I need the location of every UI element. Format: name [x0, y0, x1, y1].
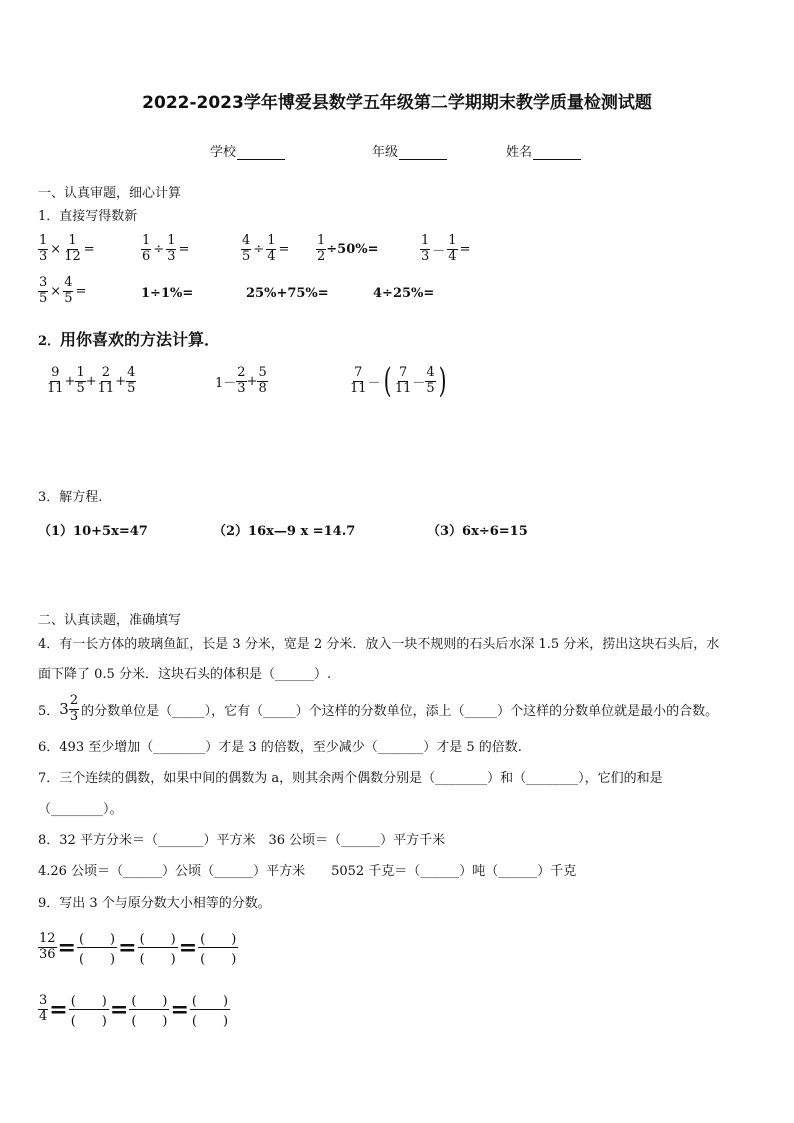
answer-fraction[interactable]: ( ) ( ) [69, 990, 109, 1029]
q1-item-9: 4÷25%= [373, 286, 435, 301]
q1-item-1: $\frac{1}{3}$ × $\frac{1}{12}$ = [39, 233, 95, 264]
grade-blank[interactable] [399, 147, 447, 160]
q1-item-7: 1÷1%= [141, 286, 194, 301]
fraction: $\frac{2}{3}$ [69, 693, 79, 724]
mixed-number-whole: 3 [59, 700, 69, 719]
answer-fraction[interactable]: ( ) ( ) [190, 990, 230, 1029]
school-field [210, 141, 285, 160]
fraction: $\frac{4}{5}$ [426, 364, 435, 396]
q3-label: 3．解方程. [38, 490, 103, 505]
q2-expression-2: 1－ $\frac{2}{3}$ + $\frac{5}{8}$ [215, 365, 267, 396]
q2-expression-3: $\frac{7}{11}$ － ( $\frac{7}{11}$ － $\frac{4}{5}$ ) [350, 361, 447, 401]
fraction: $\frac{9}{11}$ [47, 365, 64, 396]
fraction: $\frac{4}{5}$ [64, 275, 73, 306]
q9-row-2: $\frac{3}{4}$ = ( ) ( ) = ( ) ( ) = ( ) ( ) [38, 990, 230, 1029]
q2-text: 用你喜欢的方法计算． [60, 330, 221, 349]
name-blank[interactable] [533, 147, 581, 160]
q1-label: 1．直接写得数新 [38, 209, 138, 224]
q2-number: 2． [38, 334, 61, 349]
name-label: 姓名 [506, 145, 533, 160]
fraction: $\frac{4}{5}$ [127, 365, 136, 396]
fraction: $\frac{4}{5}$ [242, 233, 251, 264]
q4-line-2: 面下降了 0.5 分米．这块石头的体积是（______）. [38, 667, 332, 682]
q1-item-6: $\frac{3}{5}$ × $\frac{4}{5}$ = [39, 275, 87, 306]
fraction: $\frac{1}{3}$ [39, 233, 48, 264]
section-2-heading: 二、认真读题，准确填写 [38, 613, 182, 628]
q9-label: 9．写出 3 个与原分数大小相等的分数。 [38, 896, 271, 911]
fraction: $\frac{1}{2}$ [317, 233, 326, 264]
answer-fraction[interactable]: ( ) ( ) [77, 928, 117, 967]
fraction: $\frac{7}{11}$ [350, 364, 367, 396]
q4-line-1: 4．有一长方体的玻璃鱼缸，长是 3 分米，宽是 2 分米．放入一块不规则的石头后水深 1.5 分米，捞出这块石头后，水 [38, 637, 720, 652]
section-1-heading: 一、认真审题，细心计算 [38, 186, 182, 201]
fraction: $\frac{1}{4}$ [267, 233, 276, 264]
q7-line-2: （________）。 [38, 802, 123, 817]
school-label: 学校 [210, 145, 237, 160]
q6: 6．493 至少增加（________）才是 3 的倍数，至少减少（_______）才是 5 的倍数. [38, 740, 522, 755]
answer-fraction[interactable]: ( ) ( ) [129, 990, 169, 1029]
q7-line-1: 7．三个连续的偶数，如果中间的偶数为 a，则其余两个偶数分别是（________）和（________），它们的和是 [38, 771, 663, 786]
fraction: $\frac{3}{4}$ [39, 993, 48, 1024]
fraction: $\frac{2}{11}$ [97, 365, 115, 396]
q1-item-8: 25%+75%= [246, 286, 329, 301]
grade-field [372, 141, 447, 160]
page-title: 2022-2023学年博爱县数学五年级第二学期期末教学质量检测试题 [142, 93, 652, 113]
fraction: $\frac{1}{3}$ [167, 233, 176, 264]
fraction: $\frac{1}{6}$ [142, 233, 151, 264]
fraction: $\frac{7}{11}$ [394, 364, 412, 396]
q1-item-2: $\frac{1}{6}$ ÷ $\frac{1}{3}$ = [142, 233, 190, 264]
q1-item-3: $\frac{4}{5}$ ÷ $\frac{1}{4}$ = [242, 233, 290, 264]
q2-expression-1: $\frac{9}{11}$ + $\frac{1}{5}$ + $\frac{2}{11}$ + $\frac{4}{5}$ [47, 365, 136, 396]
q5-text: 的分数单位是（_____），它有（_____）个这样的分数单位，添上（_____）个这样的分数单位就是最小的合数。 [81, 703, 719, 719]
q3-equation-1: （1）10+5x=47 [38, 524, 148, 539]
answer-fraction[interactable]: ( ) ( ) [198, 928, 238, 967]
q3-equation-2: （2）16x—9 x =14.7 [213, 524, 356, 539]
q8-line-2: 4.26 公顷＝（______）公顷（______）平方米 5052 千克＝（______）吨（______）千克 [38, 864, 577, 879]
q2-heading [38, 327, 220, 350]
q8-line-1: 8．32 平方分米＝（_______）平方米 36 公顷＝（______）平方千米 [38, 833, 446, 848]
q3-equation-3: （3）6x÷6=15 [427, 524, 528, 539]
name-field [506, 141, 581, 160]
q1-item-5: $\frac{1}{3}$ － $\frac{1}{4}$ = [421, 233, 471, 264]
fraction: $\frac{2}{3}$ [237, 365, 246, 396]
fraction: $\frac{12}{36}$ [39, 931, 56, 962]
fraction: $\frac{5}{8}$ [258, 365, 267, 396]
fraction: $\frac{3}{5}$ [39, 275, 48, 306]
q1-item-4: $\frac{1}{2}$ ÷50%= [317, 233, 379, 264]
fraction: $\frac{1}{12}$ [64, 233, 81, 264]
grade-label: 年级 [372, 145, 399, 160]
fraction: $\frac{1}{3}$ [421, 233, 430, 264]
q5 [38, 694, 718, 725]
school-blank[interactable] [237, 147, 285, 160]
fraction: $\frac{1}{4}$ [448, 233, 457, 264]
q5-number: 5． [38, 703, 60, 719]
q9-row-1: $\frac{12}{36}$ = ( ) ( ) = ( ) ( ) = ( ) ( ) [38, 928, 238, 967]
fraction: $\frac{1}{5}$ [76, 365, 85, 396]
answer-fraction[interactable]: ( ) ( ) [138, 928, 178, 967]
